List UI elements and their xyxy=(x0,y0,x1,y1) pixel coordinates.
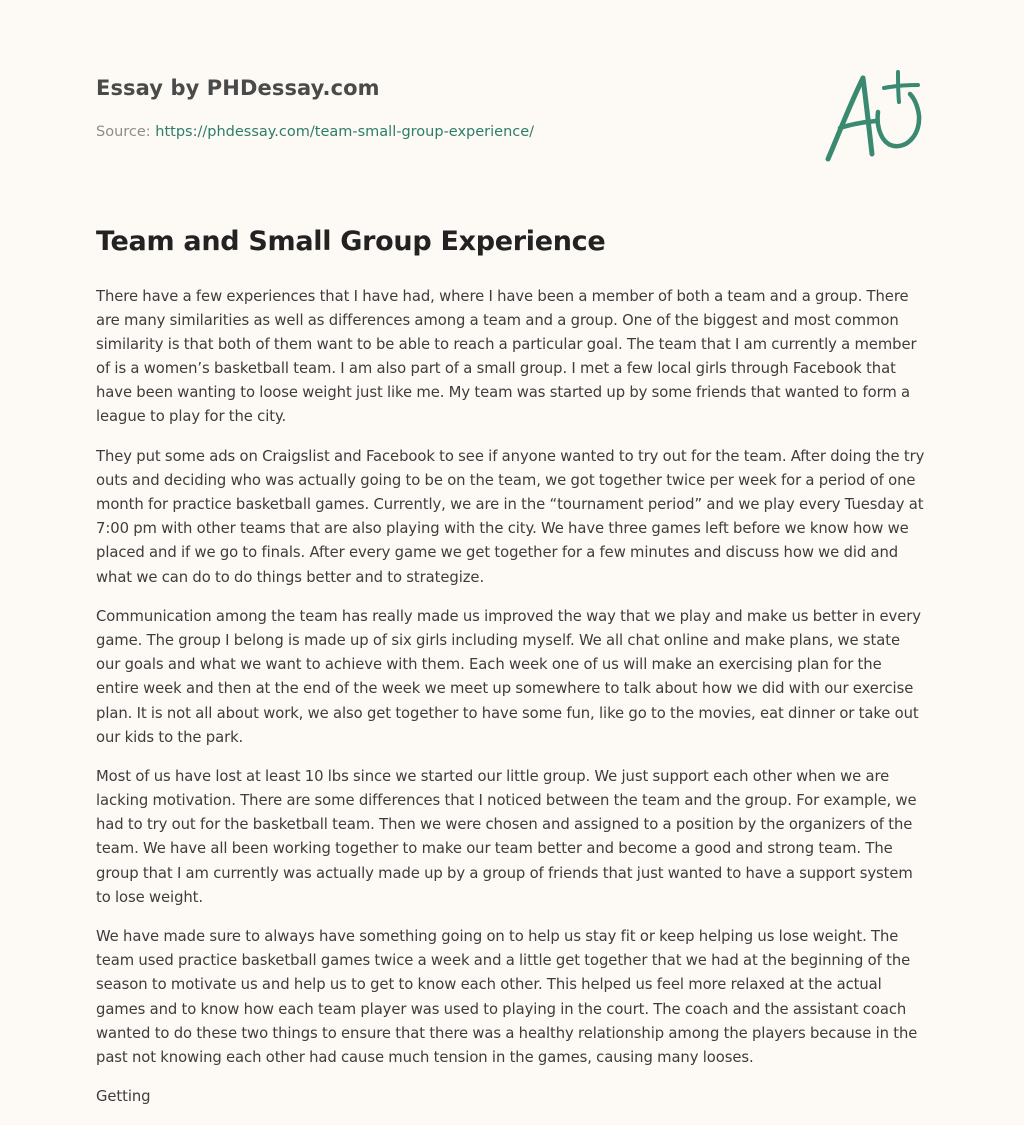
a-plus-logo-icon xyxy=(818,66,930,166)
essay-paragraph-truncated: Getting xyxy=(96,1088,151,1106)
essay-paragraph: There have a few experiences that I have had, where I have been a member of both a team and a group. There are many similarities as well as differences among a team and a group. One of the biggest and most common similarity is that both of them want to be able to reach a particular goal. The team that I am currently a member of is a women’s basketball team. I am also part of a small group. I met a few local girls through Facebook that have been wanting to loose weight just like me. My team was started up by some friends that wanted to form a league to play for the city. xyxy=(96,288,917,426)
essay-paragraph: We have made sure to always have something going on to help us stay fit or keep helping us lose weight. The team used practice basketball games twice a week and a little get together that we had at the beginning of the season to motivate us and help us to get to know each other. This helped us feel more relaxed at the actual games and to know how each team player was used to playing in the court. The coach and the assistant coach wanted to do these two things to ensure that there was a healthy relationship among the players because in the past not knowing each other had cause much tension in the games, causing many looses. xyxy=(96,928,918,1066)
essay-paragraph: Communication among the team has really made us improved the way that we play and make us better in every game. The group I belong is made up of six girls including myself. We all chat online and make plans, we state our goals and what we want to achieve with them. Each week one of us will make an exercising plan for the entire week and then at the end of the week we meet up somewhere to talk about how we did with our exercise plan. It is not all about work, we also get together to have some fun, like go to the movies, eat dinner or take out our kids to the park. xyxy=(96,608,921,746)
source-line xyxy=(96,124,534,140)
source-link[interactable]: https://phdessay.com/team-small-group-experience/ xyxy=(155,124,535,140)
essay-title: Team and Small Group Experience xyxy=(96,226,606,257)
essay-paragraph: Most of us have lost at least 10 lbs since we started our little group. We just support each other when we are lacking motivation. There are some differences that I noticed between the team and the group. For example, we had to try out for the basketball team. Then we were chosen and assigned to a position by the organizers of the team. We have all been working together to make our team better and become a good and strong team. The group that I am currently was actually made up by a group of friends that just wanted to have a support system to lose weight. xyxy=(96,768,917,906)
essay-body xyxy=(96,285,928,1125)
site-title: Essay by PHDessay.com xyxy=(96,76,380,100)
essay-paragraph: They put some ads on Craigslist and Facebook to see if anyone wanted to try out for the team. After doing the try outs and deciding who was actually going to be on the team, we got together twice per week for a period of one month for practice basketball games. Currently, we are in the “tournament period” and we play every Tuesday at 7:00 pm with other teams that are also playing with the city. We have three games left before we know how we placed and if we go to finals. After every game we get together for a few minutes and discuss how we did and what we can do to do things better and to strategize. xyxy=(96,448,925,586)
source-label: Source: xyxy=(96,124,156,140)
